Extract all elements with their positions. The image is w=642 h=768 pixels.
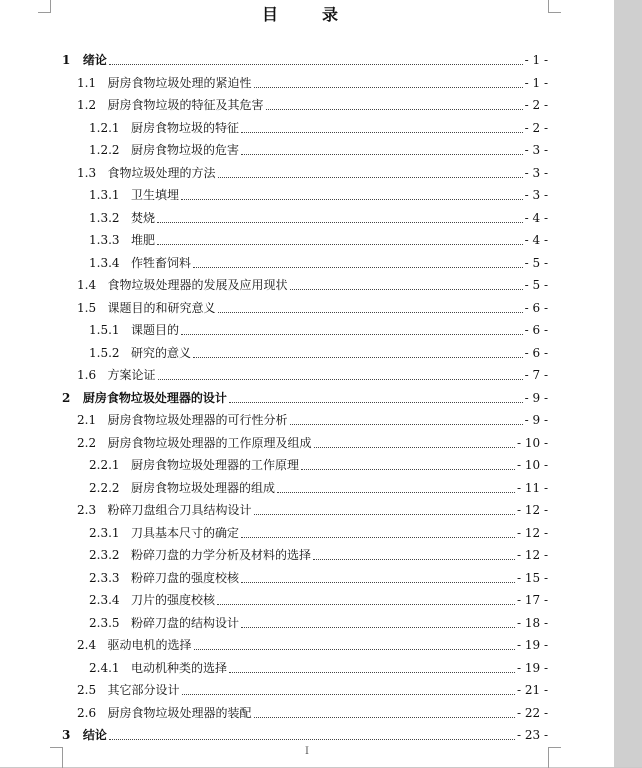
toc-entry-page: - 3 -	[524, 143, 548, 157]
toc-dot-leader	[241, 627, 515, 628]
toc-entry-separator	[120, 480, 131, 496]
toc-entry[interactable]	[62, 723, 548, 743]
toc-entry[interactable]	[89, 611, 548, 631]
toc-entry[interactable]	[89, 138, 548, 158]
toc-entry-page: - 10 -	[516, 458, 548, 472]
toc-entry-number: 2.1	[77, 413, 97, 427]
toc-entry-separator	[96, 97, 107, 113]
toc-entry-page: - 19 -	[516, 638, 548, 652]
toc-entry-separator	[120, 255, 131, 271]
toc-entry-number: 1.2	[77, 98, 97, 112]
page-number-footer: I	[305, 746, 309, 757]
toc-dot-leader	[218, 312, 523, 313]
toc-entry[interactable]	[89, 521, 548, 541]
toc-entry-title: 刀片的强度校核	[131, 593, 216, 607]
toc-entry-separator	[96, 637, 107, 653]
toc-entry-page: - 19 -	[516, 660, 548, 675]
toc-entry-separator	[120, 345, 131, 361]
toc-entry[interactable]	[89, 251, 548, 271]
toc-entry-separator	[96, 705, 107, 721]
toc-entry-separator	[96, 435, 107, 451]
toc-entry[interactable]	[89, 228, 548, 248]
toc-entry-title: 粉碎刀盘的结构设计	[131, 615, 240, 630]
toc-entry-title: 研究的意义	[131, 345, 192, 360]
toc-entry-number: 1.2.2	[89, 143, 120, 157]
toc-entry[interactable]	[77, 633, 548, 653]
toc-entry[interactable]	[77, 363, 548, 383]
toc-entry-separator	[120, 547, 131, 563]
toc-entry-number: 2.3.2	[89, 548, 120, 562]
toc-title: 目 录	[261, 5, 352, 24]
toc-dot-leader	[254, 514, 515, 515]
toc-entry-title: 粉碎刀盘组合刀具结构设计	[107, 503, 252, 517]
toc-entry[interactable]	[77, 161, 548, 181]
toc-dot-leader	[290, 289, 523, 290]
toc-dot-leader	[241, 154, 523, 155]
toc-entry-title: 厨房食物垃圾的特征及其危害	[107, 98, 264, 112]
toc-entry-separator	[96, 277, 107, 293]
toc-entry-number: 1.5	[77, 300, 97, 315]
toc-entry-title: 焚烧	[131, 210, 156, 225]
toc-entry[interactable]	[89, 206, 548, 226]
toc-entry-number: 1.2.1	[89, 120, 120, 135]
toc-entry[interactable]	[89, 318, 548, 338]
toc-entry-title: 方案论证	[107, 368, 156, 382]
toc-entry-number: 1.5.1	[89, 323, 120, 337]
toc-dot-leader	[290, 424, 523, 425]
toc-entry-separator	[120, 525, 131, 541]
toc-entry-title: 厨房食物垃圾处理器的装配	[107, 705, 252, 720]
toc-entry-separator	[96, 75, 107, 91]
toc-dot-leader	[241, 537, 515, 538]
toc-dot-leader	[218, 177, 523, 178]
toc-dot-leader	[229, 402, 523, 403]
toc-entry-number: 2.5	[77, 683, 97, 697]
toc-entry-title: 粉碎刀盘的力学分析及材料的选择	[131, 548, 312, 562]
toc-entry-separator	[96, 682, 107, 698]
toc-dot-leader	[241, 132, 523, 133]
toc-entry-page: - 11 -	[516, 480, 548, 495]
toc-entry[interactable]	[77, 71, 548, 91]
toc-entry-title: 课题目的和研究意义	[107, 300, 216, 315]
toc-entry-title: 结论	[82, 728, 107, 742]
toc-entry-title: 食物垃圾处理的方法	[107, 165, 216, 180]
toc-entry[interactable]	[89, 183, 548, 203]
toc-entry-page: - 15 -	[516, 570, 548, 585]
toc-dot-leader	[254, 87, 523, 88]
toc-entry-page: - 10 -	[516, 435, 548, 450]
toc-entry-number: 2.6	[77, 705, 97, 720]
toc-entry-page: - 7 -	[524, 368, 548, 382]
toc-dot-leader	[158, 379, 523, 380]
toc-entry-title: 厨房食物垃圾处理器的设计	[82, 390, 227, 405]
toc-entry[interactable]	[77, 408, 548, 428]
toc-entry-number: 2.3	[77, 503, 97, 517]
toc-entry-page: - 4 -	[524, 233, 548, 247]
toc-entry-title: 厨房食物垃圾处理的紧迫性	[107, 75, 252, 90]
toc-entry-title: 驱动电机的选择	[107, 638, 192, 652]
toc-entry[interactable]	[77, 93, 548, 113]
toc-entry-number: 2.3.5	[89, 615, 120, 630]
toc-entry-number: 1.1	[77, 75, 97, 90]
toc-entry-separator	[120, 592, 131, 608]
toc-entry-number: 2.4.1	[89, 660, 120, 675]
toc-entry-title: 刀具基本尺寸的确定	[131, 525, 240, 540]
toc-entry[interactable]	[62, 386, 548, 406]
toc-entry-page: - 1 -	[524, 75, 548, 90]
toc-entry-page: - 6 -	[524, 300, 548, 315]
toc-entry-page: - 23 -	[516, 728, 548, 742]
toc-entry-number: 2.3.1	[89, 525, 120, 540]
toc-entry-page: - 4 -	[524, 210, 548, 225]
toc-entry[interactable]	[77, 273, 548, 293]
toc-entry-number: 1.3.4	[89, 255, 120, 270]
toc-entry-number: 1.4	[77, 278, 97, 292]
toc-entry-number: 2.2.1	[89, 458, 120, 472]
toc-entry[interactable]	[77, 678, 548, 698]
toc-dot-leader	[157, 222, 523, 223]
toc-entry-separator	[70, 390, 83, 406]
toc-dot-leader	[217, 604, 515, 605]
toc-dot-leader	[193, 267, 523, 268]
toc-entry-page: - 1 -	[524, 53, 548, 67]
toc-entry-number: 2	[62, 390, 71, 405]
toc-entry-page: - 2 -	[524, 120, 548, 135]
toc-dot-leader	[314, 447, 515, 448]
toc-entry-title: 厨房食物垃圾处理器的可行性分析	[107, 413, 288, 427]
toc-entry-title: 电动机种类的选择	[131, 660, 228, 675]
toc-entry-page: - 3 -	[524, 188, 548, 202]
toc-entry-page: - 18 -	[516, 615, 548, 630]
toc-entry[interactable]	[89, 116, 548, 136]
toc-entry-number: 2.4	[77, 638, 97, 652]
toc-entry-separator	[120, 660, 131, 676]
toc-entry-separator	[120, 210, 131, 226]
toc-entry-number: 2.3.3	[89, 570, 120, 585]
toc-dot-leader	[109, 64, 523, 65]
toc-entry-page: - 5 -	[524, 255, 548, 270]
toc-entry-page: - 21 -	[516, 683, 548, 697]
window-gutter	[614, 0, 642, 767]
toc-entry[interactable]	[62, 48, 548, 68]
toc-entry-title: 厨房食物垃圾的危害	[131, 143, 240, 157]
toc-entry-number: 2.2	[77, 435, 97, 450]
toc-dot-leader	[194, 649, 515, 650]
toc-entry-number: 1.3.3	[89, 233, 120, 247]
toc-entry-title: 食物垃圾处理器的发展及应用现状	[107, 278, 288, 292]
toc-entry-title: 作牲畜饲料	[131, 255, 192, 270]
toc-dot-leader	[182, 694, 515, 695]
toc-entry-number: 1.3.1	[89, 188, 120, 202]
toc-entry-number: 1.3	[77, 165, 97, 180]
toc-entry-title: 厨房食物垃圾处理器的工作原理	[131, 458, 300, 472]
toc-entry-page: - 5 -	[524, 278, 548, 292]
toc-entry-separator	[120, 615, 131, 631]
toc-entry-page: - 6 -	[524, 323, 548, 337]
toc-entry-separator	[96, 367, 107, 383]
toc-dot-leader	[313, 559, 515, 560]
toc-entry-separator	[120, 142, 131, 158]
toc-entry-separator	[120, 457, 131, 473]
toc-entry[interactable]	[77, 431, 548, 451]
toc-entry-title: 厨房食物垃圾处理器的工作原理及组成	[107, 435, 312, 450]
toc-entry[interactable]	[89, 341, 548, 361]
toc-dot-leader	[301, 469, 515, 470]
toc-entry[interactable]	[89, 453, 548, 473]
toc-dot-leader	[181, 334, 523, 335]
toc-entry-number: 1.6	[77, 368, 97, 382]
toc-dot-leader	[157, 244, 523, 245]
toc-entry-separator	[120, 120, 131, 136]
toc-dot-leader	[266, 109, 523, 110]
toc-entry-separator	[120, 187, 131, 203]
toc-dot-leader	[229, 672, 515, 673]
toc-entry-separator	[96, 412, 107, 428]
toc-entry-number: 1.3.2	[89, 210, 120, 225]
toc-entry-number: 3	[62, 728, 71, 742]
toc-entry-separator	[120, 322, 131, 338]
toc-dot-leader	[241, 582, 515, 583]
toc-entry[interactable]	[89, 656, 548, 676]
toc-dot-leader	[277, 492, 515, 493]
toc-dot-leader	[109, 739, 515, 740]
toc-entry[interactable]	[77, 701, 548, 721]
toc-entry-title: 课题目的	[131, 323, 180, 337]
toc-entry-number: 1.5.2	[89, 345, 120, 360]
toc-entry-separator	[96, 300, 107, 316]
toc-entry-title: 厨房食物垃圾的特征	[131, 120, 240, 135]
toc-entry-page: - 6 -	[524, 345, 548, 360]
toc-entry-title: 卫生填埋	[131, 188, 180, 202]
toc-entry-page: - 12 -	[516, 525, 548, 540]
toc-entry-number: 1	[62, 53, 71, 67]
toc-entry-page: - 12 -	[516, 503, 548, 517]
toc-entry[interactable]	[89, 543, 548, 563]
toc-entry[interactable]	[77, 498, 548, 518]
toc-entry-page: - 17 -	[516, 593, 548, 607]
toc-entry-number: 2.3.4	[89, 593, 120, 607]
toc-entry-page: - 9 -	[524, 413, 548, 427]
toc-entry-number: 2.2.2	[89, 480, 120, 495]
toc-entry-separator	[120, 232, 131, 248]
toc-entry-separator	[96, 165, 107, 181]
toc-entry-separator	[70, 52, 83, 68]
toc-dot-leader	[193, 357, 523, 358]
toc-entry-page: - 3 -	[524, 165, 548, 180]
toc-entry-separator	[70, 727, 83, 743]
toc-entry-title: 堆肥	[131, 233, 156, 247]
toc-entry-page: - 12 -	[516, 548, 548, 562]
toc-entry-page: - 22 -	[516, 705, 548, 720]
toc-entry[interactable]	[89, 476, 548, 496]
toc-entry-title: 厨房食物垃圾处理器的组成	[131, 480, 276, 495]
toc-entry-title: 其它部分设计	[107, 683, 180, 697]
toc-entry-page: - 9 -	[524, 390, 548, 405]
toc-entry-separator	[120, 570, 131, 586]
toc-entry-separator	[96, 502, 107, 518]
toc-entry[interactable]	[77, 296, 548, 316]
toc-entry-page: - 2 -	[524, 98, 548, 112]
toc-entry-title: 绪论	[82, 53, 107, 67]
toc-dot-leader	[254, 717, 515, 718]
toc-entry[interactable]	[89, 588, 548, 608]
toc-dot-leader	[181, 199, 523, 200]
toc-entry-title: 粉碎刀盘的强度校核	[131, 570, 240, 585]
toc-entry[interactable]	[89, 566, 548, 586]
